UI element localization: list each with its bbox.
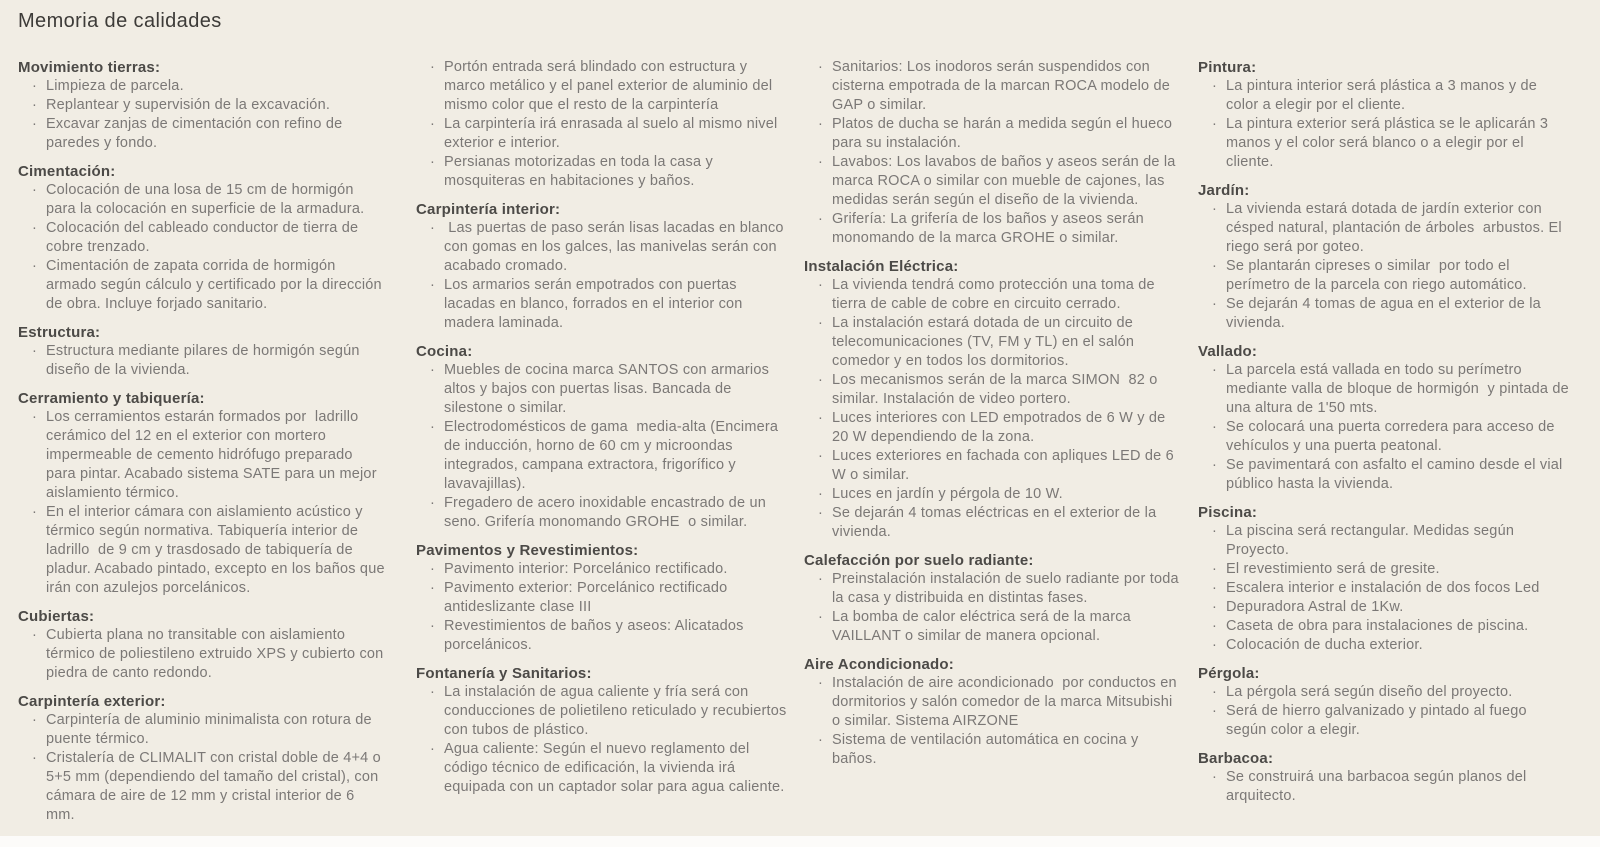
spec-item: · Será de hierro galvanizado y pintado al fuego según color a elegir.: [1198, 702, 1570, 740]
spec-list: [1198, 683, 1570, 740]
spec-item: · Se dejarán 4 tomas eléctricas en el exterior de la vivienda.: [804, 504, 1182, 542]
spec-item: · Estructura mediante pilares de hormigón según diseño de la vivienda.: [18, 342, 386, 380]
spec-item: · Los mecanismos serán de la marca SIMON 82 o similar. Instalación de video portero.: [804, 371, 1182, 409]
spec-item: · Instalación de aire acondicionado por conductos en dormitorios y salón comedor de la marca Mitsubishi o similar. Sistema AIRZONE: [804, 674, 1182, 731]
spec-item: · Los armarios serán empotrados con puertas lacadas en blanco, forrados en el interior con madera laminada.: [416, 276, 788, 333]
spec-item: · La vivienda tendrá como protección una toma de tierra de cable de cobre en circuito cerrado.: [804, 276, 1182, 314]
spec-item: · Replantear y supervisión de la excavación.: [18, 96, 386, 115]
spec-list: [18, 626, 386, 683]
spec-item: · Pavimento exterior: Porcelánico rectificado antideslizante clase III: [416, 579, 788, 617]
spec-item: · Electrodomésticos de gama media-alta (Encimera de inducción, horno de 60 cm y microondas integrados, campana extractora, frigorífico y lavavajillas).: [416, 418, 788, 494]
spec-section: [416, 200, 788, 333]
spec-list: [804, 276, 1182, 542]
spec-item: · La pintura exterior será plástica se le aplicarán 3 manos y el color será blanco o a elegir por el cliente.: [1198, 115, 1570, 172]
spec-section: [18, 58, 386, 153]
section-heading: Calefacción por suelo radiante:: [804, 552, 1034, 569]
spec-item: · La piscina será rectangular. Medidas según Proyecto.: [1198, 522, 1570, 560]
spec-item: · Limpieza de parcela.: [18, 77, 386, 96]
spec-item: · Se pavimentará con asfalto el camino desde el vial público hasta la vivienda.: [1198, 456, 1570, 494]
spec-section: [18, 607, 386, 683]
spec-list: [804, 570, 1182, 646]
spec-item: · Sanitarios: Los inodoros serán suspendidos con cisterna empotrada de la marcan ROCA modelo de GAP o similar.: [804, 58, 1182, 115]
section-heading: Fontanería y Sanitarios:: [416, 665, 592, 682]
spec-section: [416, 58, 788, 191]
spec-item: · Revestimientos de baños y aseos: Alicatados porcelánicos.: [416, 617, 788, 655]
spec-list: [1198, 77, 1570, 172]
spec-list: [1198, 361, 1574, 494]
spec-item: · La pintura interior será plástica a 3 manos y de color a elegir por el cliente.: [1198, 77, 1570, 115]
spec-item: · Preinstalación instalación de suelo radiante por toda la casa y distribuida en distintas fases.: [804, 570, 1182, 608]
spec-item: · Se plantarán cipreses o similar por todo el perímetro de la parcela con riego automático.: [1198, 257, 1570, 295]
columns-container: [18, 58, 1582, 834]
bottom-strip: [0, 836, 1600, 847]
spec-list: [18, 711, 386, 825]
section-heading: Cimentación:: [18, 163, 116, 180]
spec-item: · Se dejarán 4 tomas de agua en el exterior de la vivienda.: [1198, 295, 1570, 333]
spec-item: · Cristalería de CLIMALIT con cristal doble de 4+4 o 5+5 mm (dependiendo del tamaño del cristal), con cámara de aire de 12 mm y cristal interior de 6 mm.: [18, 749, 386, 825]
spec-item: · La carpintería irá enrasada al suelo al mismo nivel exterior e interior.: [416, 115, 788, 153]
spec-item: · Los cerramientos estarán formados por ladrillo cerámico del 12 en el exterior con mortero impermeable de cemento hidrófugo preparado para pintar. Acabado sistema SATE para un mejor aislamiento térmico.: [18, 408, 386, 503]
spec-section: [1198, 342, 1574, 494]
spec-list: [18, 77, 386, 153]
spec-list: [416, 683, 791, 797]
spec-list: [416, 219, 788, 333]
section-heading: Cerramiento y tabiquería:: [18, 390, 205, 407]
spec-item: · Luces interiores con LED empotrados de 6 W y de 20 W dependiendo de la zona.: [804, 409, 1182, 447]
spec-list: [804, 674, 1182, 769]
spec-item: · La instalación de agua caliente y fría será con conducciones de polietileno reticulado y recubiertos con tubos de plástico.: [416, 683, 788, 740]
spec-item: · Luces exteriores en fachada con apliques LED de 6 W o similar.: [804, 447, 1182, 485]
spec-list: [1198, 522, 1570, 655]
spec-item: · Grifería: La grifería de los baños y aseos serán monomando de la marca GROHE o similar.: [804, 210, 1182, 248]
section-heading: Vallado:: [1198, 343, 1258, 360]
section-heading: Pintura:: [1198, 59, 1257, 76]
spec-section: [804, 655, 1182, 769]
spec-item: · La pérgola será según diseño del proyecto.: [1198, 683, 1570, 702]
spec-item: · Depuradora Astral de 1Kw.: [1198, 598, 1570, 617]
spec-section: [18, 692, 386, 825]
section-heading: Piscina:: [1198, 504, 1258, 521]
spec-list: [18, 408, 389, 598]
spec-item: · Se construirá una barbacoa según planos del arquitecto.: [1198, 768, 1570, 806]
section-heading: Pavimentos y Revestimientos:: [416, 542, 639, 559]
spec-item: · Colocación de una losa de 15 cm de hormigón para la colocación en superficie de la armadura.: [18, 181, 386, 219]
spec-list: [1198, 768, 1570, 806]
spec-section: [1198, 503, 1570, 655]
section-heading: Carpintería exterior:: [18, 693, 166, 710]
spec-list: [416, 58, 788, 191]
spec-section: [416, 342, 788, 532]
spec-item: · Cimentación de zapata corrida de hormigón armado según cálculo y certificado por la dirección de obra. Incluye forjado sanitario.: [18, 257, 386, 314]
spec-item: · Escalera interior e instalación de dos focos Led: [1198, 579, 1570, 598]
section-heading: Barbacoa:: [1198, 750, 1274, 767]
spec-section: [1198, 664, 1570, 740]
spec-item: · Muebles de cocina marca SANTOS con armarios altos y bajos con puertas lisas. Bancada de silestone o similar.: [416, 361, 788, 418]
spec-item: · Sistema de ventilación automática en cocina y baños.: [804, 731, 1182, 769]
spec-item: · En el interior cámara con aislamiento acústico y térmico según normativa. Tabiquería interior de ladrillo de 9 cm y trasdosado de tabiquería de pladur. Acabado pintado, excepto en los baños que irán con azulejos porcelánicos.: [18, 503, 386, 598]
spec-section: [18, 323, 386, 380]
spec-section: [804, 58, 1182, 248]
page-title: Memoria de calidades: [18, 10, 222, 32]
spec-item: · Platos de ducha se harán a medida según el hueco para su instalación.: [804, 115, 1182, 153]
spec-item: · Carpintería de aluminio minimalista con rotura de puente térmico.: [18, 711, 386, 749]
spec-list: [804, 58, 1182, 248]
spec-list: [416, 361, 788, 532]
spec-list: [18, 181, 386, 314]
spec-item: · Luces en jardín y pérgola de 10 W.: [804, 485, 1182, 504]
spec-item: · Las puertas de paso serán lisas lacadas en blanco con gomas en los galces, las manivelas serán con acabado cromado.: [416, 219, 788, 276]
spec-section: [1198, 58, 1570, 172]
spec-section: [804, 257, 1182, 542]
section-heading: Instalación Eléctrica:: [804, 258, 959, 275]
column-2: [416, 58, 791, 806]
spec-section: [416, 664, 791, 797]
spec-item: · Agua caliente: Según el nuevo reglamento del código técnico de edificación, la vivienda irá equipada con un captador solar para agua caliente.: [416, 740, 788, 797]
spec-item: · La vivienda estará dotada de jardín exterior con césped natural, plantación de árboles arbustos. El riego será por goteo.: [1198, 200, 1570, 257]
spec-section: [1198, 749, 1570, 806]
column-1: [18, 58, 389, 834]
section-heading: Jardín:: [1198, 182, 1250, 199]
section-heading: Aire Acondicionado:: [804, 656, 954, 673]
spec-item: · Colocación del cableado conductor de tierra de cobre trenzado.: [18, 219, 386, 257]
spec-section: [18, 389, 389, 598]
spec-item: · Fregadero de acero inoxidable encastrado de un seno. Grifería monomando GROHE o similar.: [416, 494, 788, 532]
spec-item: · La instalación estará dotada de un circuito de telecomunicaciones (TV, FM y TL) en el salón comedor y en todos los dormitorios.: [804, 314, 1182, 371]
section-heading: Carpintería interior:: [416, 201, 561, 218]
spec-item: · Persianas motorizadas en toda la casa y mosquiteras en habitaciones y baños.: [416, 153, 788, 191]
spec-item: · Excavar zanjas de cimentación con refino de paredes y fondo.: [18, 115, 386, 153]
spec-item: · Caseta de obra para instalaciones de piscina.: [1198, 617, 1570, 636]
section-heading: Cubiertas:: [18, 608, 95, 625]
spec-section: [18, 162, 386, 314]
spec-item: · La parcela está vallada en todo su perímetro mediante valla de bloque de hormigón y pintada de una altura de 1'50 mts.: [1198, 361, 1570, 418]
spec-item: · Portón entrada será blindado con estructura y marco metálico y el panel exterior de aluminio del mismo color que el resto de la carpintería: [416, 58, 788, 115]
spec-item: · Cubierta plana no transitable con aislamiento térmico de poliestileno extruido XPS y cubierto con piedra de canto redondo.: [18, 626, 386, 683]
spec-item: · El revestimiento será de gresite.: [1198, 560, 1570, 579]
section-heading: Pérgola:: [1198, 665, 1260, 682]
spec-list: [416, 560, 788, 655]
column-4: [1198, 58, 1574, 815]
spec-item: · Colocación de ducha exterior.: [1198, 636, 1570, 655]
spec-item: · Se colocará una puerta corredera para acceso de vehículos y una puerta peatonal.: [1198, 418, 1570, 456]
spec-item: · La bomba de calor eléctrica será de la marca VAILLANT o similar de manera opcional.: [804, 608, 1182, 646]
column-3: [804, 58, 1182, 778]
spec-list: [18, 342, 386, 380]
spec-item: · Lavabos: Los lavabos de baños y aseos serán de la marca ROCA o similar con mueble de cajones, las medidas serán según el diseño de la vivienda.: [804, 153, 1182, 210]
spec-list: [1198, 200, 1570, 333]
spec-item: · Pavimento interior: Porcelánico rectificado.: [416, 560, 788, 579]
section-heading: Cocina:: [416, 343, 473, 360]
spec-section: [416, 541, 788, 655]
section-heading: Estructura:: [18, 324, 101, 341]
section-heading: Movimiento tierras:: [18, 59, 161, 76]
spec-section: [804, 551, 1182, 646]
spec-section: [1198, 181, 1570, 333]
